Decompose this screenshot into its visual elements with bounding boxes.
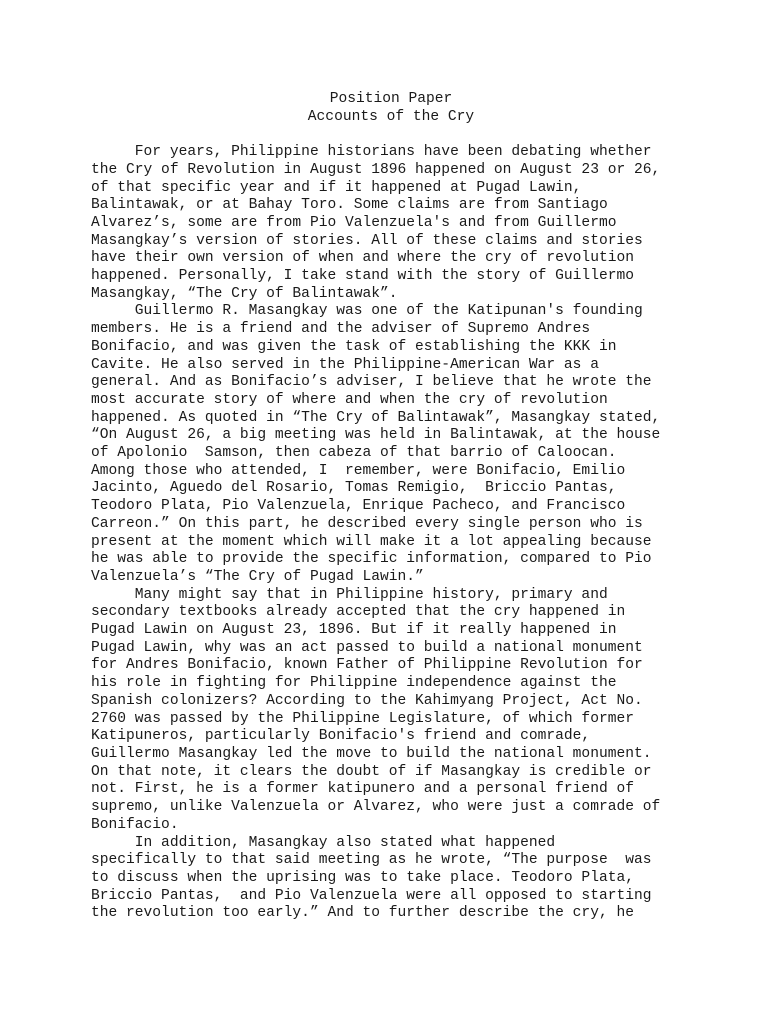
- text-line: of that specific year and if it happened at Pugad Lawin,: [91, 179, 582, 196]
- text-line: Guillermo Masangkay led the move to build the national monument.: [91, 746, 652, 762]
- text-line: For years, Philippine historians have been debating whether: [91, 144, 652, 161]
- text-line: Many might say that in Philippine history, primary and: [91, 586, 608, 603]
- text-line: On that note, it clears the doubt of if Masangkay is credible or: [91, 763, 652, 780]
- paragraphs: [91, 144, 691, 923]
- document-subtitle: Accounts of the Cry: [307, 108, 475, 125]
- text-line: Spanish colonizers? According to the Kahimyang Project, Act No.: [91, 692, 643, 709]
- text-line: for Andres Bonifacio, known Father of Philippine Revolution for: [91, 657, 643, 674]
- paragraph: [91, 587, 691, 835]
- text-line: specifically to that said meeting as he wrote, “The purpose was: [91, 852, 652, 869]
- text-line: “On August 26, a big meeting was held in Balintawak, at the house: [91, 427, 661, 444]
- text-line: Guillermo R. Masangkay was one of the Katipunan's founding: [91, 303, 643, 320]
- text-line: have their own version of when and where the cry of revolution: [91, 250, 634, 267]
- text-line: general. And as Bonifacio’s adviser, I believe that he wrote the: [91, 374, 652, 391]
- paragraph: [91, 303, 691, 586]
- text-line: members. He is a friend and the adviser of Supremo Andres: [91, 321, 591, 338]
- text-line: Masangkay’s version of stories. All of these claims and stories: [91, 232, 643, 249]
- paragraph: [91, 835, 691, 924]
- text-line: the revolution too early.” And to further describe the cry, he: [91, 905, 634, 922]
- text-line: Valenzuela’s “The Cry of Pugad Lawin.”: [91, 568, 424, 585]
- text-line: most accurate story of where and when the cry of revolution: [91, 391, 608, 408]
- text-line: Bonifacio, and was given the task of establishing the KKK in: [91, 338, 617, 355]
- text-line: Among those who attended, I remember, were Bonifacio, Emilio: [91, 462, 626, 479]
- text-line: Carreon.” On this part, he described every single person who is: [91, 515, 643, 532]
- text-line: his role in fighting for Philippine independence against the: [91, 675, 617, 692]
- text-line: the Cry of Revolution in August 1896 happened on August 23 or 26,: [91, 161, 661, 178]
- text-line: Pugad Lawin on August 23, 1896. But if it really happened in: [91, 622, 617, 639]
- text-line: Katipuneros, particularly Bonifacio's friend and comrade,: [91, 728, 591, 745]
- text-line: happened. Personally, I take stand with the story of Guillermo: [91, 268, 634, 285]
- text-line: not. First, he is a former katipunero and a personal friend of: [91, 781, 634, 798]
- text-line: 2760 was passed by the Philippine Legislature, of which former: [91, 710, 634, 727]
- text-line: Pugad Lawin, why was an act passed to build a national monument: [91, 639, 643, 656]
- text-line: Jacinto, Aguedo del Rosario, Tomas Remigio, Briccio Pantas,: [91, 480, 617, 497]
- text-line: to discuss when the uprising was to take place. Teodoro Plata,: [91, 869, 634, 886]
- text-line: Cavite. He also served in the Philippine-American War as a: [91, 356, 599, 373]
- text-line: of Apolonio Samson, then cabeza of that barrio of Caloocan.: [91, 445, 617, 462]
- text-line: Balintawak, or at Bahay Toro. Some claims are from Santiago: [91, 197, 608, 214]
- text-line: Alvarez’s, some are from Pio Valenzuela's and from Guillermo: [91, 214, 617, 231]
- text-line: Bonifacio.: [91, 816, 179, 833]
- text-line: Briccio Pantas, and Pio Valenzuela were all opposed to starting: [91, 887, 652, 904]
- text-line: Masangkay, “The Cry of Balintawak”.: [91, 285, 398, 302]
- text-line: secondary textbooks already accepted that the cry happened in: [91, 604, 626, 621]
- text-line: supremo, unlike Valenzuela or Alvarez, who were just a comrade of: [91, 799, 661, 816]
- text-line: happened. As quoted in “The Cry of Balintawak”, Masangkay stated,: [91, 409, 661, 426]
- text-line: In addition, Masangkay also stated what happened: [91, 834, 556, 851]
- paragraph: [91, 144, 691, 303]
- document-title: Position Paper: [329, 91, 453, 107]
- text-line: he was able to provide the specific information, compared to Pio: [91, 551, 652, 568]
- text-line: Teodoro Plata, Pio Valenzuela, Enrique Pacheco, and Francisco: [91, 498, 626, 515]
- blank-line: [91, 126, 691, 144]
- text-line: present at the moment which will make it a lot appealing because: [91, 533, 652, 550]
- document-body: [91, 91, 691, 923]
